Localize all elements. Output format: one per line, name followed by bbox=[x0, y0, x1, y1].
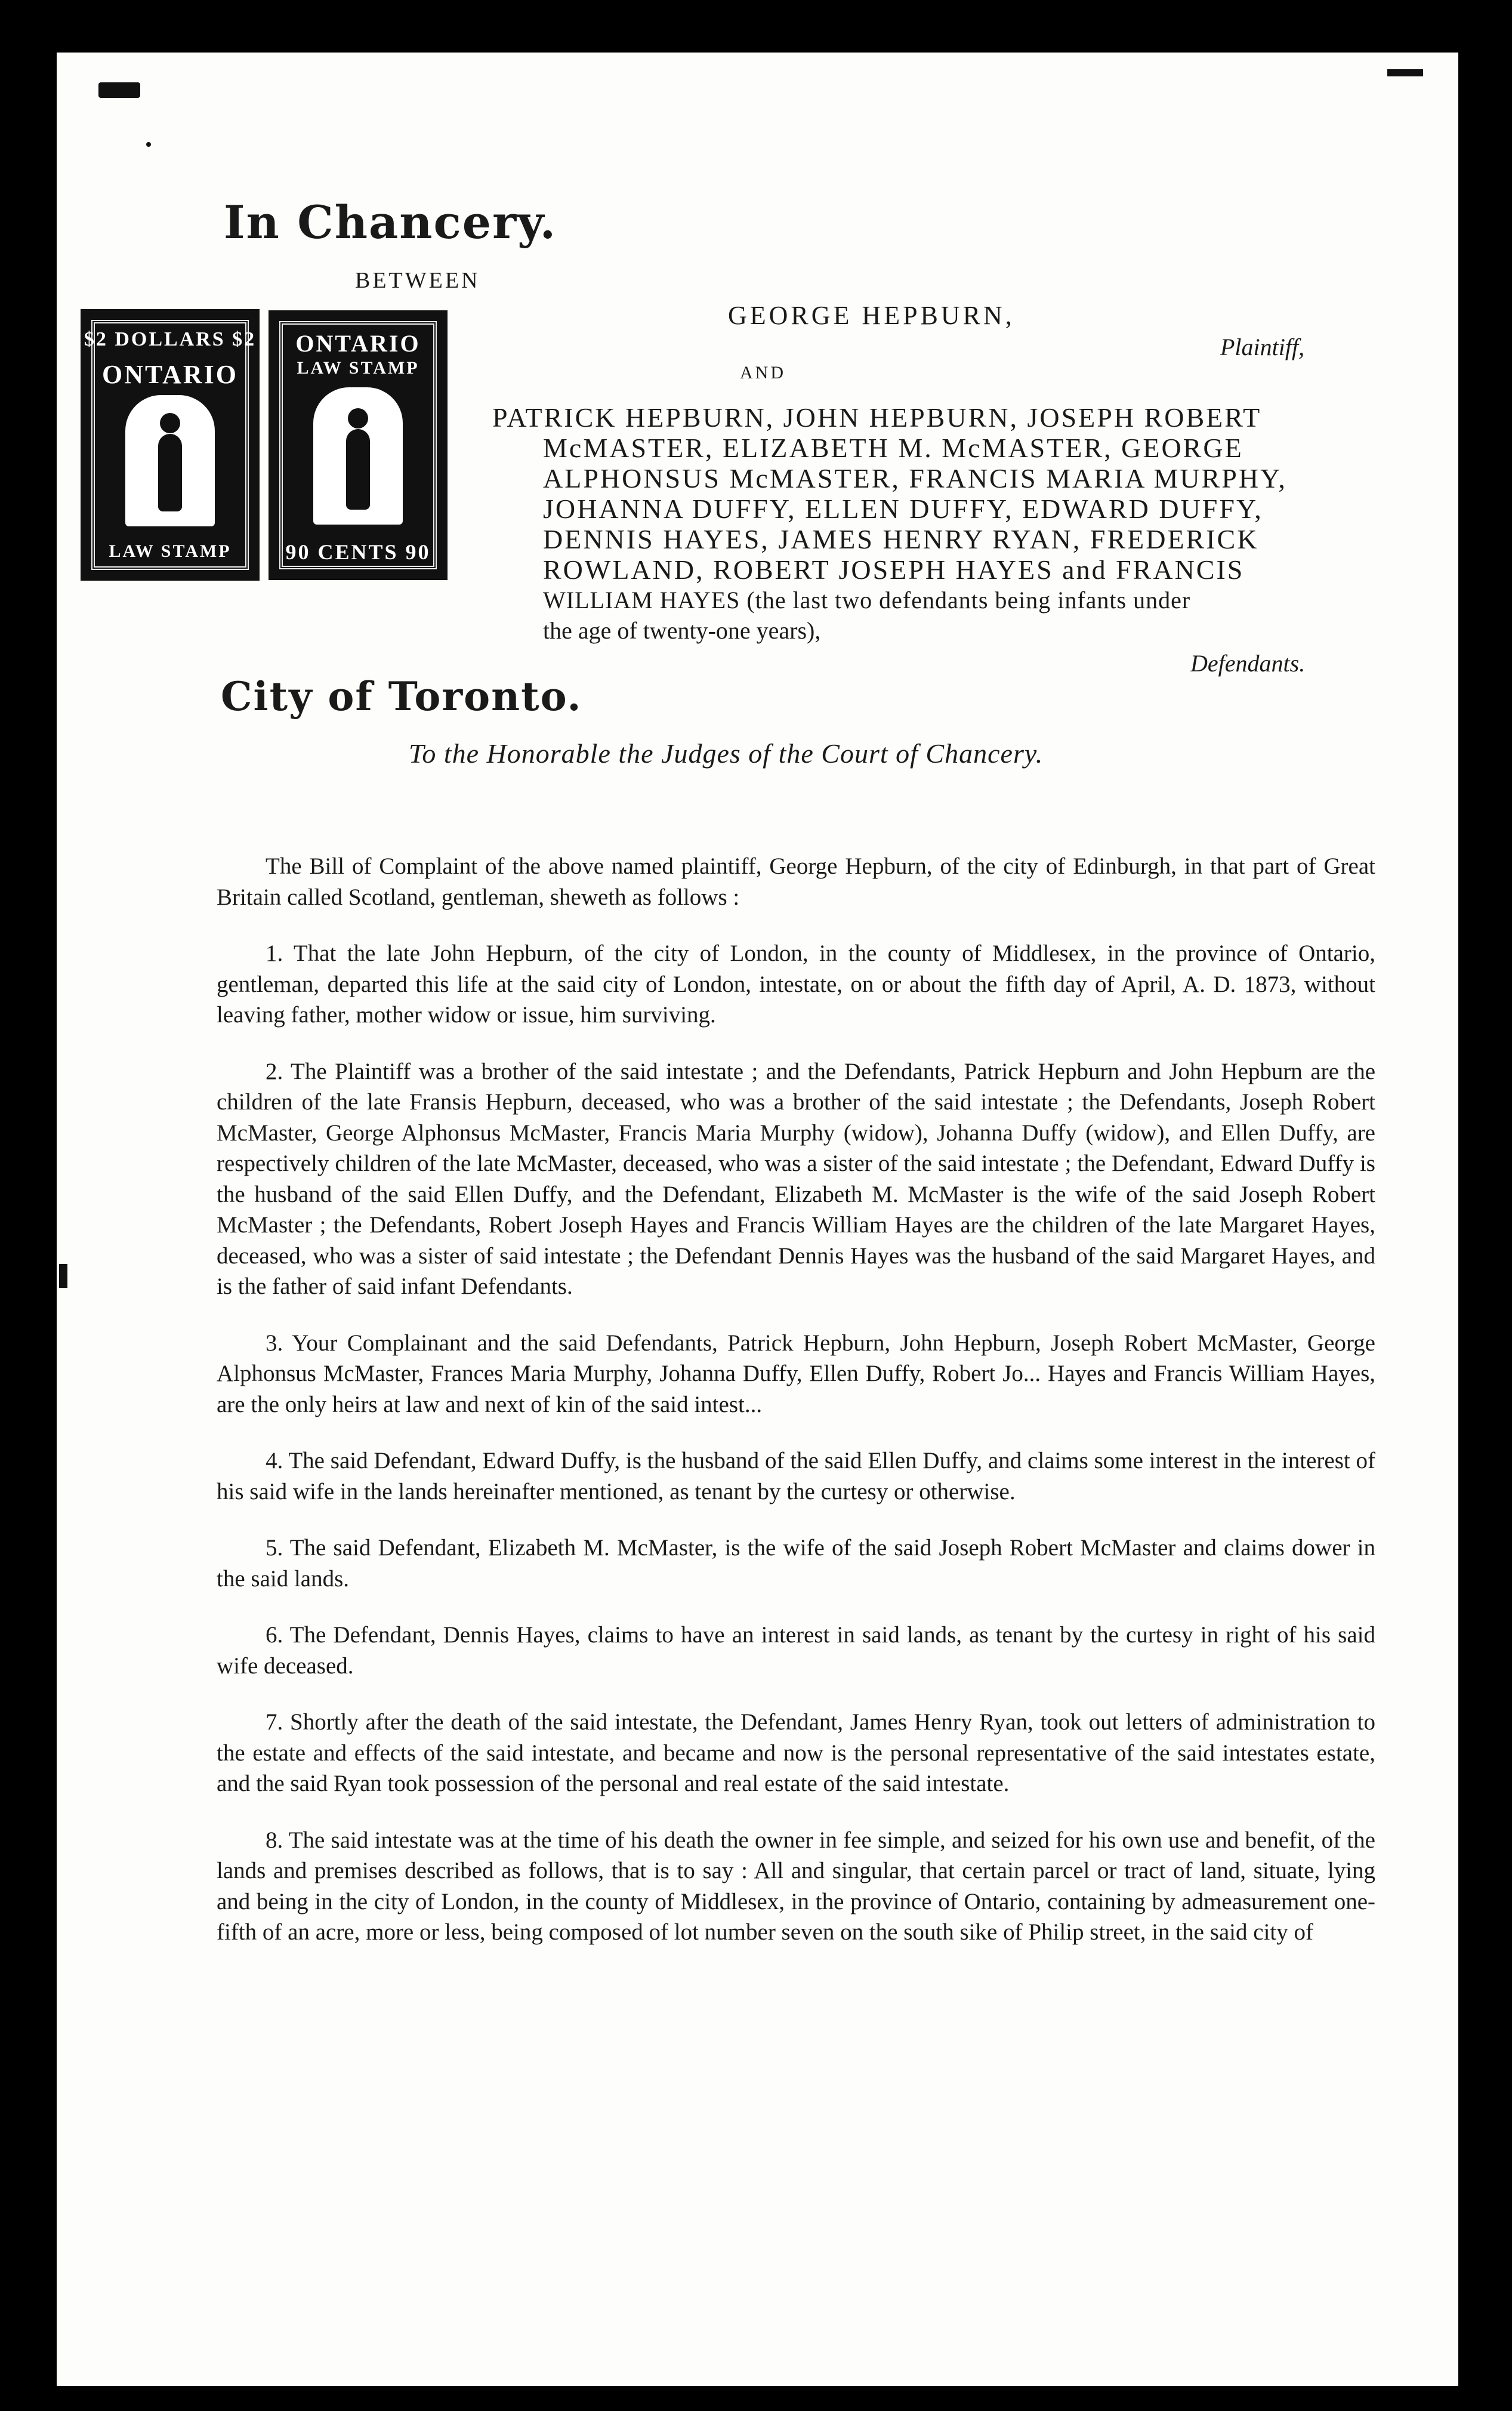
paragraph-2: 2. The Plaintiff was a brother of the said intestate ; and the Defendants, Patrick Hepburn and John Hepburn are the children of the late Fransis Hepburn, deceased, who was a brother of the said intestate ; the Defendants, Joseph Robert McMaster, George Alphonsus McMaster, Francis Maria Murphy (widow), Johanna Duffy (widow), and Ellen Duffy, are respectively children of the late McMaster, deceased, who was a sister of the said intestate ; the Defendant, Edward Duffy is the husband of the said Ellen Duffy, and the Defendant, Elizabeth M. McMaster is the wife of the said Joseph Robert McMaster ; the Defendants, Robert Joseph Hayes and Francis William Hayes are the children of the late Margaret Hayes, deceased, who was a sister of said intestate ; the Defendant Dennis Hayes was the husband of the said Margaret Hayes, and is the father of said infant Defendants. bbox=[217, 1058, 1375, 1299]
stamp-right-top: ONTARIO bbox=[295, 330, 421, 357]
scan-mark-top-left bbox=[98, 82, 140, 98]
scan-mark-left-edge bbox=[59, 1264, 67, 1288]
law-stamp-ninety-cents bbox=[269, 310, 448, 580]
paragraph-6: 6. The Defendant, Dennis Hayes, claims to have an interest in said lands, as tenant by the curtesy in right of his said wife deceased. bbox=[217, 1622, 1375, 1679]
stamp-left-top: $2 DOLLARS $2 bbox=[84, 328, 257, 350]
scan-mark-top-left-dot bbox=[146, 142, 151, 147]
paragraph-1: 1. That the late John Hepburn, of the city of London, in the county of Middlesex, in the province of Ontario, gentleman, departed this life at the said city of London, intestate, on or about the fifth day of April, A. D. 1873, without leaving father, mother widow or issue, him surviving. bbox=[217, 941, 1375, 1028]
paragraph-8: 8. The said intestate was at the time of his death the owner in fee simple, and seized for his own use and benefit, of the lands and premises described as follows, that is to say : All and singular, that certain parcel or tract of land, situate, lying and being in the city of London, in the county of Middlesex, in the province of Ontario, containing by admeasurement one-fifth of an acre, more or less, being composed of lot number seven on the south sike of Philip street, in the said city of bbox=[217, 1827, 1375, 1945]
stamp-right-bottom: 90 CENTS 90 bbox=[285, 540, 431, 564]
bill-body bbox=[217, 851, 1375, 1974]
defendants-line: JOHANNA DUFFY, ELLEN DUFFY, EDWARD DUFFY, bbox=[543, 494, 1263, 524]
stamp-left-bottom: LAW STAMP bbox=[109, 541, 232, 561]
paragraph-3: 3. Your Complainant and the said Defendants, Patrick Hepburn, John Hepburn, Joseph Robert McMaster, George Alphonsus McMaster, Frances Maria Murphy, Johanna Duffy, Ellen Duffy, Robert Jo... Hayes and Francis William Hayes, are the only heirs at law and next of kin of the said intest... bbox=[217, 1330, 1375, 1417]
defendants-list bbox=[492, 402, 1375, 646]
defendants-line: ROWLAND, ROBERT JOSEPH HAYES and FRANCIS bbox=[543, 554, 1245, 585]
and-label: AND bbox=[740, 363, 786, 383]
defendants-line: PATRICK HEPBURN, JOHN HEPBURN, JOSEPH ROBERT bbox=[492, 402, 1262, 433]
stamp-right-sub: LAW STAMP bbox=[297, 358, 419, 378]
document-page bbox=[57, 53, 1458, 2386]
paragraph-intro: The Bill of Complaint of the above named plaintiff, George Hepburn, of the city of Edinburgh, in that part of Great Britain called Scotland, gentleman, sheweth as follows : bbox=[217, 853, 1375, 910]
scan-mark-top-right bbox=[1387, 69, 1423, 76]
defendants-line: WILLIAM HAYES (the last two defendants being infants under bbox=[543, 587, 1191, 613]
defendants-line: McMASTER, ELIZABETH M. McMASTER, GEORGE bbox=[543, 433, 1243, 463]
plaintiff-label: Plaintiff, bbox=[1220, 334, 1305, 360]
defendants-line: ALPHONSUS McMASTER, FRANCIS MARIA MURPHY, bbox=[543, 463, 1287, 494]
court-heading: In Chancery. bbox=[224, 196, 557, 249]
defendants-line: the age of twenty-one years), bbox=[543, 617, 821, 644]
defendants-line: DENNIS HAYES, JAMES HENRY RYAN, FREDERICK bbox=[543, 524, 1259, 554]
stamp-left-name: ONTARIO bbox=[102, 360, 238, 389]
plaintiff-name: GEORGE HEPBURN, bbox=[728, 301, 1015, 330]
defendants-label: Defendants. bbox=[1190, 650, 1306, 677]
paragraph-7: 7. Shortly after the death of the said intestate, the Defendant, James Henry Ryan, took out letters of administration to the estate and effects of the said intestate, and became and now is the personal representative of the said intestates estate, and the said Ryan took possession of the personal and real estate of the said intestate. bbox=[217, 1709, 1375, 1796]
paragraph-4: 4. The said Defendant, Edward Duffy, is the husband of the said Ellen Duffy, and claims some interest in the interest of his said wife in the lands hereinafter mentioned, as tenant by the curtesy or otherwise. bbox=[217, 1448, 1375, 1504]
paragraph-5: 5. The said Defendant, Elizabeth M. McMaster, is the wife of the said Joseph Robert McMaster and claims dower in the said lands. bbox=[217, 1535, 1375, 1592]
law-stamp-two-dollars bbox=[81, 309, 260, 581]
between-label: BETWEEN bbox=[355, 268, 480, 293]
city-heading: City of Toronto. bbox=[221, 673, 582, 720]
address-line: To the Honorable the Judges of the Court of Chancery. bbox=[409, 738, 1044, 769]
